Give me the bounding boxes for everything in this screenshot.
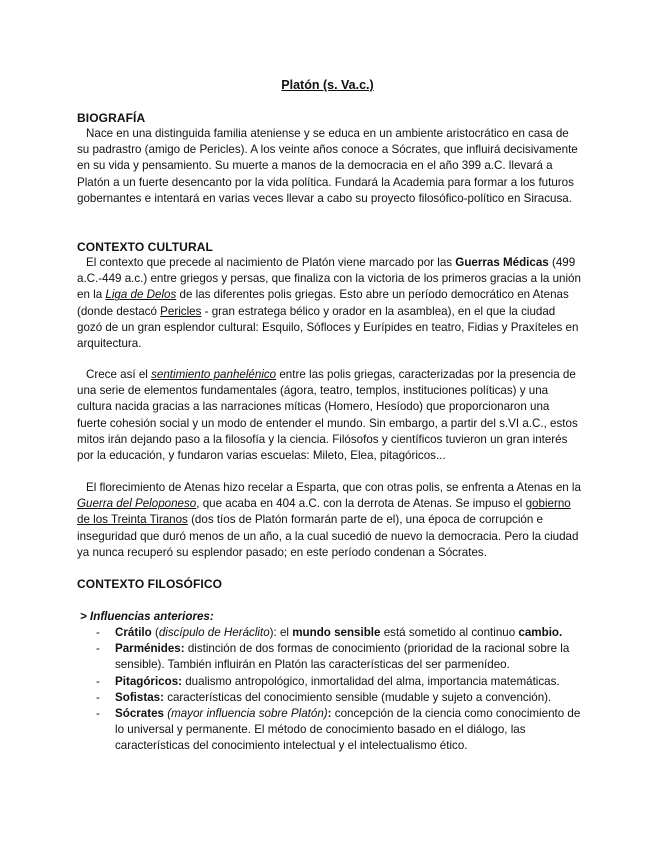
paragraph-contexto-cultural-1: El contexto que precede al nacimiento de Platón viene marcado por las Guerras Médicas (499 a.C.-449 a.c.) entre griegos y persas, que finaliza con la victoria de los primeros gracias a la unión en la Liga de Delos de las diferentes polis griegas. Esto abre un período democrático en Atenas (donde destacó Pericles - gran estratega bélico y orador en la asamblea), en el que la ciudad gozó de un gran esplendor cultural: Esquilo, Sófloces y Eurípides en teatro, Fidias y Praxíteles en arquitectura. (77, 256, 581, 351)
heading-contexto-cultural: CONTEXTO CULTURAL (77, 240, 213, 254)
influences-list (96, 625, 586, 755)
list-item: - Pitagóricos: dualismo antropológico, inmortalidad del alma, importancia matemáticas. (96, 674, 586, 690)
paragraph-contexto-cultural-2: Crece así el sentimiento panhelénico entre las polis griegas, caracterizadas por la presencia de una serie de elementos fundamentales (ágora, teatro, templos, instituciones políticas) y una cultura nacida gracias a las narraciones míticas (Homero, Hesíodo) que proporcionaron una fuerte cohesión social y un modo de entender el mundo. Sin embargo, a partir del s.VI a.C., estos mitos irán dejando paso a la filosofía y la ciencia. Filósofos y científicos tuvieron un gran interés por la educación, y fundaron varias escuelas: Mileto, Elea, pitagóricos... (77, 368, 578, 463)
list-item: - Crátilo (discípulo de Heráclito): el mundo sensible está sometido al continuo cambio. (96, 625, 586, 641)
heading-contexto-filosofico: CONTEXTO FILOSÓFICO (77, 577, 223, 591)
term-liga-de-delos: Liga de Delos (105, 288, 177, 302)
list-item: - Sofistas: características del conocimiento sensible (mudable y sujeto a convención). (96, 690, 586, 706)
dash-bullet: - (96, 626, 100, 639)
term-sentimiento-panhelenico: sentimiento panhelénico (151, 368, 277, 381)
paragraph-biografia: Nace en una distinguida familia ateniense y se educa en un ambiente aristocrático en casa de su padrastro (amigo de Pericles). A los veinte años conoce a Sócrates, que influirá decisivamente en su vida y pensamiento. Su muerte a manos de la democracia en el año 399 a.C. llevará a Platón a un fuerte desencanto por la vida política. Fundará la Academia para formar a los futuros gobernantes e intentará en varias veces llevar a cabo su proyecto filosófico-político en Siracusa. (77, 127, 578, 205)
subheading-influencias: > Influencias anteriores: (80, 610, 214, 623)
chevron-right-icon: > (80, 610, 87, 623)
term-pericles: Pericles (160, 304, 202, 318)
paragraph-contexto-cultural-3: El florecimiento de Atenas hizo recelar a Esparta, que con otras polis, se enfrenta a Atenas en la Guerra del Peloponeso, que acaba en 404 a.C. con la derrota de Atenas. Se impuso el gobierno de los Treinta Tiranos (dos tíos de Platón formarán parte de el), una época de corrupción e inseguridad que duró menos de un año, a la cual sucedió de nuevo la democracia. Pero la ciudad ya nunca recuperó su esplendor pasado; en este período condenan a Sócrates. (77, 481, 581, 559)
list-item: - Sócrates (mayor influencia sobre Platón): concepción de la ciencia como conocimiento de lo universal y permanente. El método de conocimiento basado en el diálogo, las características del conocimiento intelectual y el intelectualismo ético. (96, 707, 581, 753)
term-guerra-del-peloponeso: Guerra del Peloponeso (77, 497, 197, 511)
list-item: - Parménides: distinción de dos formas de conocimiento (prioridad de la racional sobre la sensible). También influirán en Platón las características del ser parmenídeo. (96, 642, 570, 672)
document-title: Platón (s. Va.c.) (281, 78, 374, 92)
dash-bullet: - (96, 690, 100, 704)
dash-bullet: - (96, 674, 100, 688)
term-guerras-medicas: Guerras Médicas (455, 256, 549, 269)
term-treinta-tiranos: gobierno de los Treinta Tiranos (77, 497, 571, 527)
dash-bullet: - (96, 642, 100, 656)
heading-biografia: BIOGRAFÍA (77, 111, 146, 125)
dash-bullet: - (96, 707, 100, 721)
